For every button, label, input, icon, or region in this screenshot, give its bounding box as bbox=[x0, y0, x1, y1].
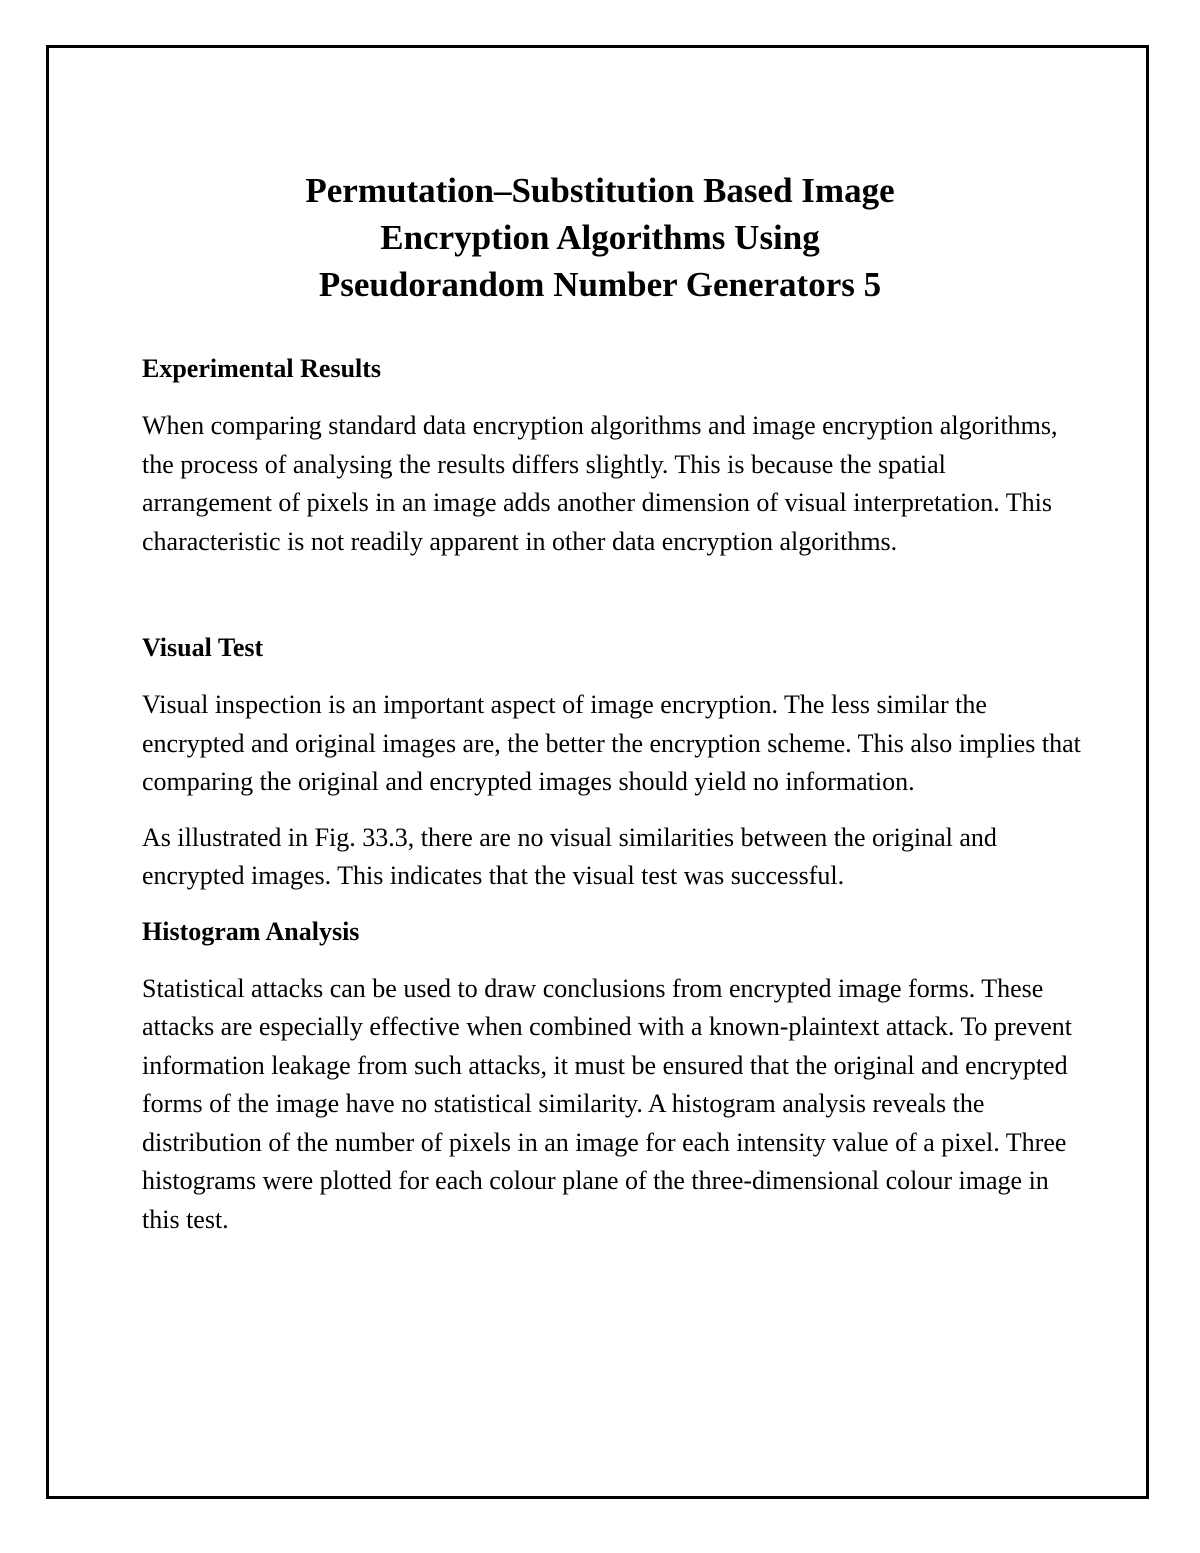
document-title bbox=[0, 167, 1200, 308]
paragraph-experimental-results: When comparing standard data encryption algorithms and image encryption algorithms, the process of analysing the results differs slightly. This is because the spatial arrangement of pixels in an image adds another dimension of visual interpretation. This characteristic is not readily apparent in other data encryption algorithms. bbox=[142, 411, 1058, 556]
paragraph-histogram-analysis: Statistical attacks can be used to draw conclusions from encrypted image forms. These attacks are especially effective when combined with a known-plaintext attack. To prevent information leakage from such attacks, it must be ensured that the original and encrypted forms of the image have no statistical similarity. A histogram analysis reveals the distribution of the number of pixels in an image for each intensity value of a pixel. Three histograms were plotted for each colour plane of the three-dimensional colour image in this test. bbox=[142, 973, 1072, 1234]
document-body bbox=[142, 350, 1082, 1239]
heading-histogram-analysis: Histogram Analysis bbox=[142, 916, 360, 946]
paragraph-visual-test-2: As illustrated in Fig. 33.3, there are no visual similarities between the original and encrypted images. This indicates that the visual test was successful. bbox=[142, 822, 997, 890]
heading-experimental-results: Experimental Results bbox=[142, 354, 382, 383]
title-line-3: Pseudorandom Number Generators 5 bbox=[318, 265, 882, 305]
heading-visual-test: Visual Test bbox=[142, 633, 264, 662]
paragraph-visual-test-1: Visual inspection is an important aspect of image encryption. The less similar the encrypted and original images are, the better the encryption scheme. This also implies that comparing the original and encrypted images should yield no information. bbox=[142, 690, 1081, 796]
title-line-1: Permutation–Substitution Based Image bbox=[305, 171, 895, 211]
title-line-2: Encryption Algorithms Using bbox=[380, 218, 820, 258]
